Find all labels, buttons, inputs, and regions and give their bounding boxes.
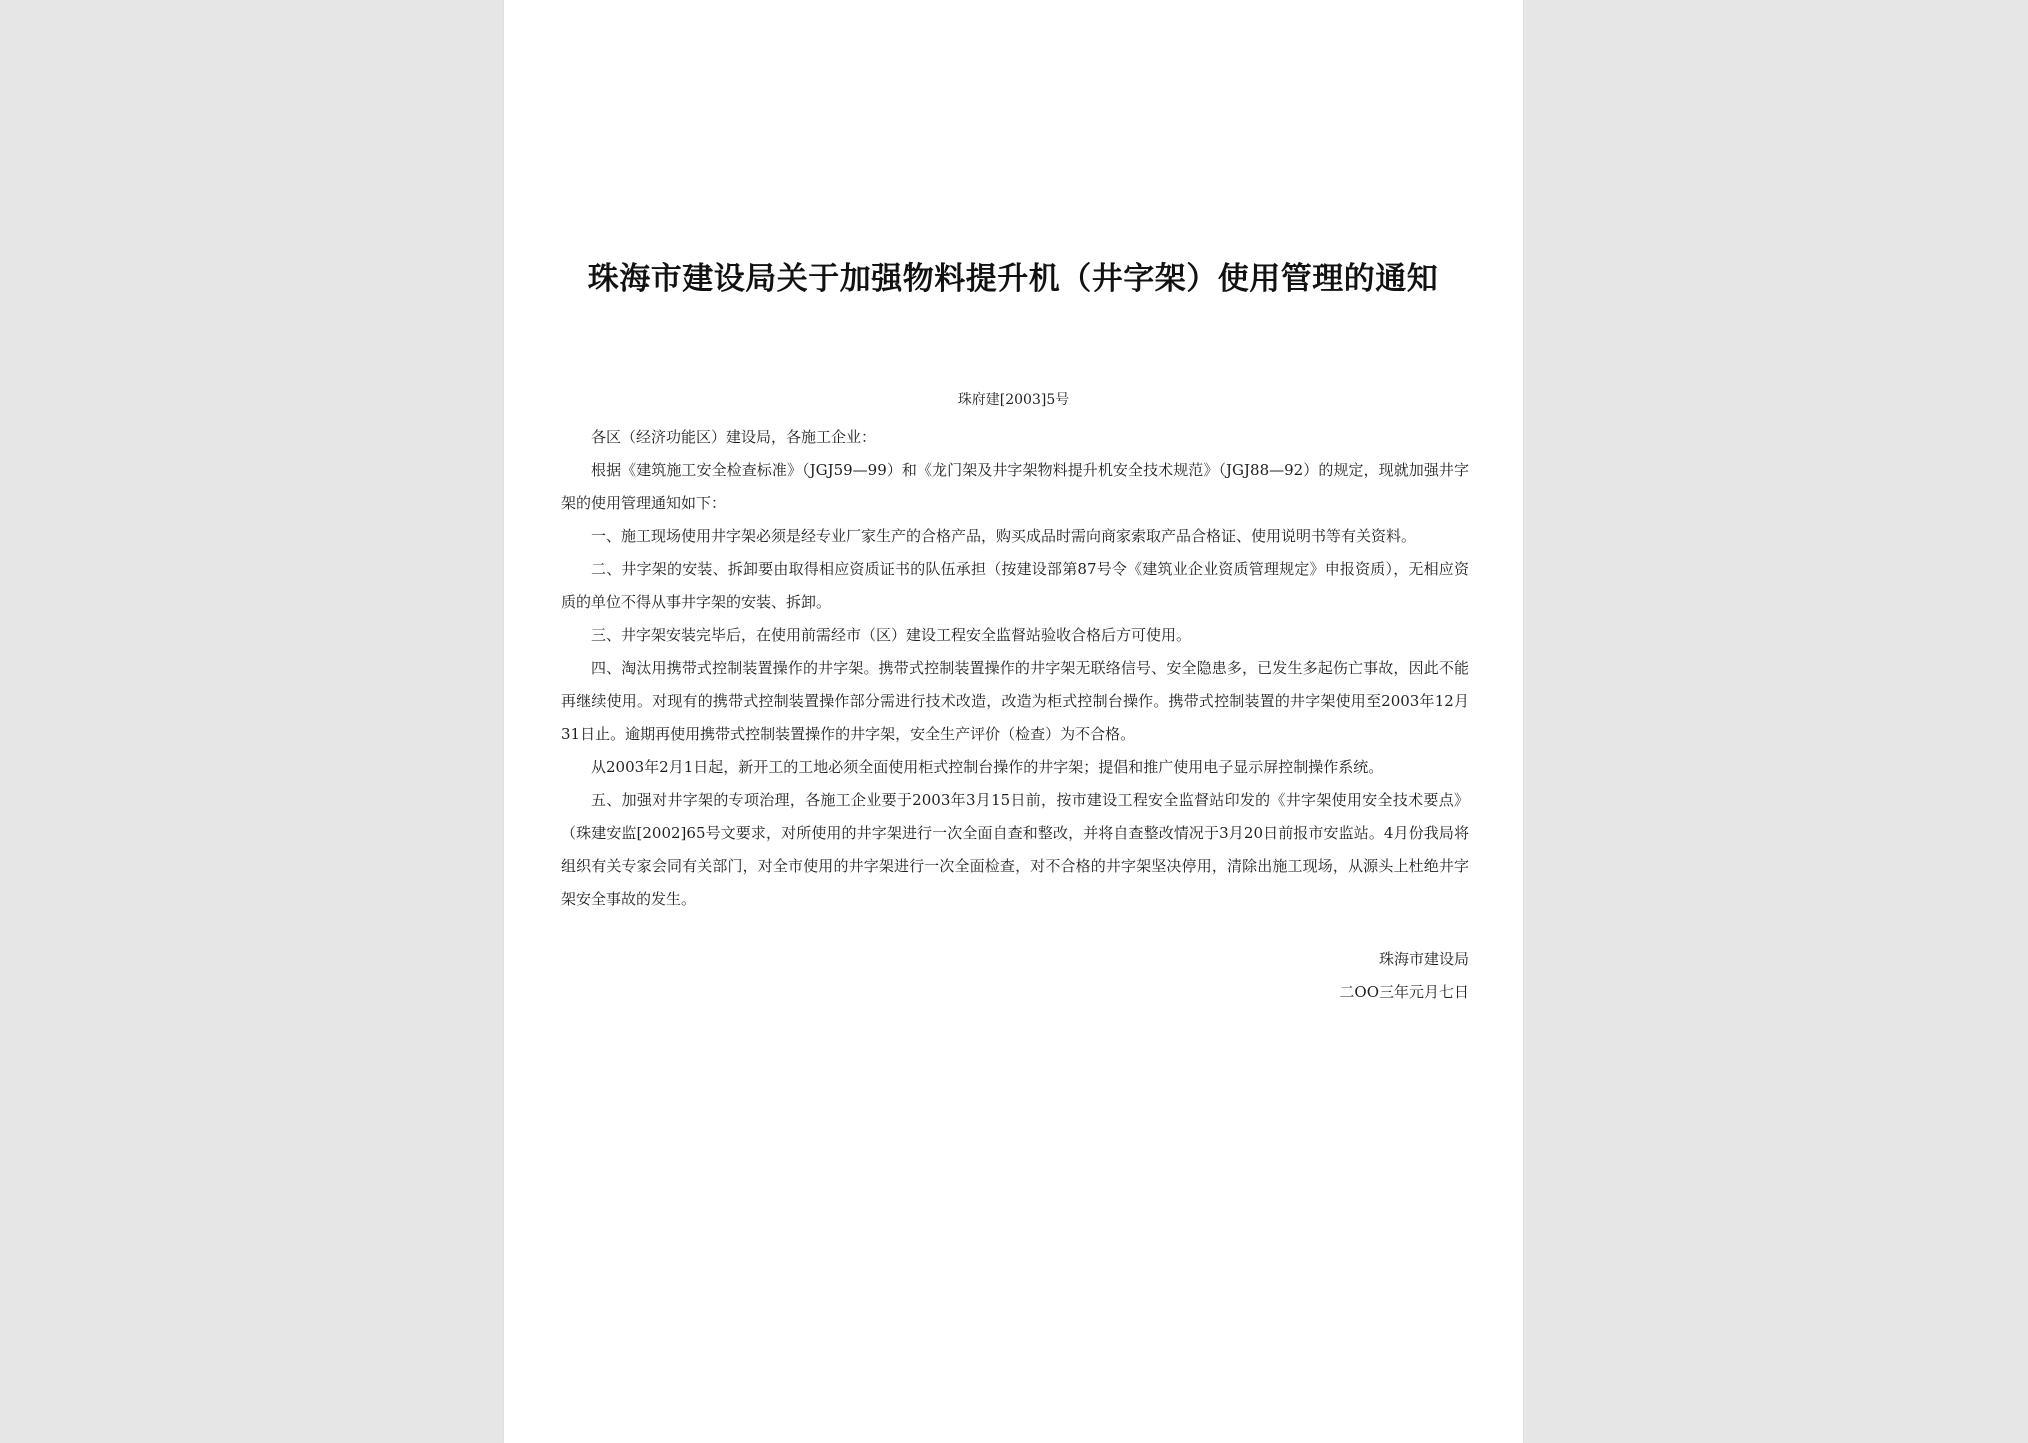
document-body bbox=[561, 421, 1469, 916]
document-title: 珠海市建设局关于加强物料提升机（井字架）使用管理的通知 bbox=[587, 261, 1439, 297]
signature-organization: 珠海市建设局 bbox=[1378, 950, 1469, 968]
paragraph-item-3: 三、井字架安装完毕后，在使用前需经市（区）建设工程安全监督站验收合格后方可使用。 bbox=[591, 626, 1192, 644]
salutation: 各区（经济功能区）建设局，各施工企业： bbox=[591, 428, 877, 446]
paragraph-item-4: 四、淘汰用携带式控制装置操作的井字架。携带式控制装置操作的井字架无联络信号、安全隐患多，已发生多起伤亡事故，因此不能再继续使用。对现有的携带式控制装置操作部分需进行技术改造，改造为柜式控制台操作。携带式控制装置的井字架使用至2003年12月31日止。逾期再使用携带式控制装置操作的井字架，安全生产评价（检查）为不合格。 bbox=[561, 659, 1469, 743]
paragraph-intro: 根据《建筑施工安全检查标准》（JGJ59—99）和《龙门架及井字架物料提升机安全技术规范》（JGJ88—92）的规定，现就加强井字架的使用管理通知如下： bbox=[561, 461, 1469, 512]
document-number: 珠府建[2003]5号 bbox=[957, 392, 1070, 408]
paragraph-item-4-supplement: 从2003年2月1日起，新开工的工地必须全面使用柜式控制台操作的井字架；提倡和推广使用电子显示屏控制操作系统。 bbox=[591, 758, 1384, 776]
signature-date: 二OO三年元月七日 bbox=[1339, 983, 1469, 1001]
paragraph-item-5: 五、加强对井字架的专项治理，各施工企业要于2003年3月15日前，按市建设工程安全监督站印发的《井字架使用安全技术要点》（珠建安监[2002]65号文要求，对所使用的井字架进行一次全面自查和整改，并将自查整改情况于3月20日前报市安监站。4月份我局将组织有关专家会同有关部门，对全市使用的井字架进行一次全面检查，对不合格的井字架坚决停用，清除出施工现场，从源头上杜绝井字架安全事故的发生。 bbox=[561, 791, 1469, 908]
paragraph-item-2: 二、井字架的安装、拆卸要由取得相应资质证书的队伍承担（按建设部第87号令《建筑业企业资质管理规定》申报资质），无相应资质的单位不得从事井字架的安装、拆卸。 bbox=[561, 560, 1469, 611]
paragraph-item-1: 一、施工现场使用井字架必须是经专业厂家生产的合格产品，购买成品时需向商家索取产品合格证、使用说明书等有关资料。 bbox=[591, 527, 1417, 545]
document-page bbox=[504, 0, 1523, 1443]
